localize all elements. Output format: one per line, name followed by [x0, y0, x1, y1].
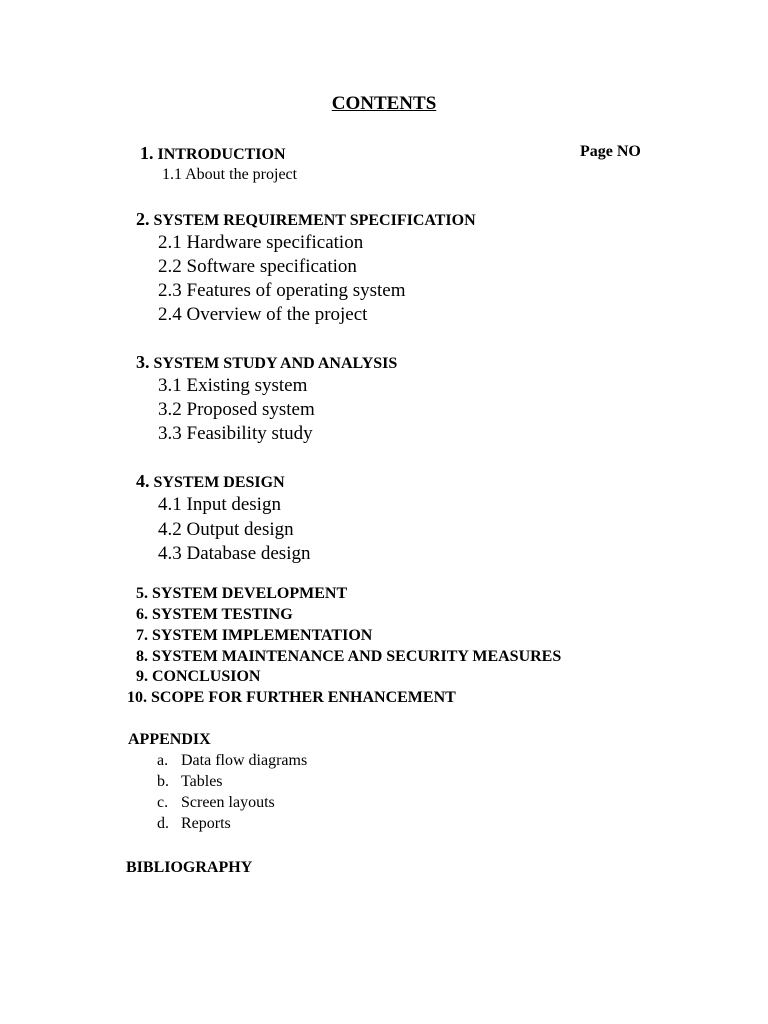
- toc-section-10: 10. SCOPE FOR FURTHER ENHANCEMENT: [127, 689, 456, 706]
- toc-section-7: 7. SYSTEM IMPLEMENTATION: [136, 627, 373, 644]
- section-heading-3: 3. SYSTEM STUDY AND ANALYSIS: [136, 352, 398, 372]
- toc-item-2-3: 2.3 Features of operating system: [158, 280, 406, 301]
- toc-section-6: 6. SYSTEM TESTING: [136, 606, 293, 623]
- toc-item-2-2: 2.2 Software specification: [158, 256, 357, 277]
- appendix-item: a. Data flow diagrams: [157, 752, 308, 769]
- toc-item-1-1: 1.1 About the project: [162, 166, 298, 183]
- bibliography-heading: BIBLIOGRAPHY: [126, 859, 253, 876]
- appendix-heading: APPENDIX: [128, 731, 211, 748]
- toc-section-9: 9. CONCLUSION: [136, 668, 261, 685]
- page-no-label: Page NO: [580, 143, 641, 160]
- section-heading-4: 4. SYSTEM DESIGN: [136, 471, 285, 491]
- section-heading-2: 2. SYSTEM REQUIREMENT SPECIFICATION: [136, 209, 476, 229]
- toc-item-4-1: 4.1 Input design: [158, 494, 281, 515]
- page-title: CONTENTS: [331, 93, 437, 114]
- appendix-item: c. Screen layouts: [157, 794, 275, 811]
- toc-item-2-4: 2.4 Overview of the project: [158, 304, 368, 325]
- appendix-item: b. Tables: [157, 773, 223, 790]
- toc-item-4-3: 4.3 Database design: [158, 543, 311, 564]
- toc-item-4-2: 4.2 Output design: [158, 519, 294, 540]
- toc-item-3-1: 3.1 Existing system: [158, 375, 308, 396]
- toc-section-8: 8. SYSTEM MAINTENANCE AND SECURITY MEASURES: [136, 648, 562, 665]
- toc-item-3-3: 3.3 Feasibility study: [158, 423, 313, 444]
- toc-item-2-1: 2.1 Hardware specification: [158, 232, 364, 253]
- appendix-item: d. Reports: [157, 815, 231, 832]
- toc-section-5: 5. SYSTEM DEVELOPMENT: [136, 585, 348, 602]
- section-heading-1: 1. INTRODUCTION: [140, 143, 286, 163]
- toc-item-3-2: 3.2 Proposed system: [158, 399, 315, 420]
